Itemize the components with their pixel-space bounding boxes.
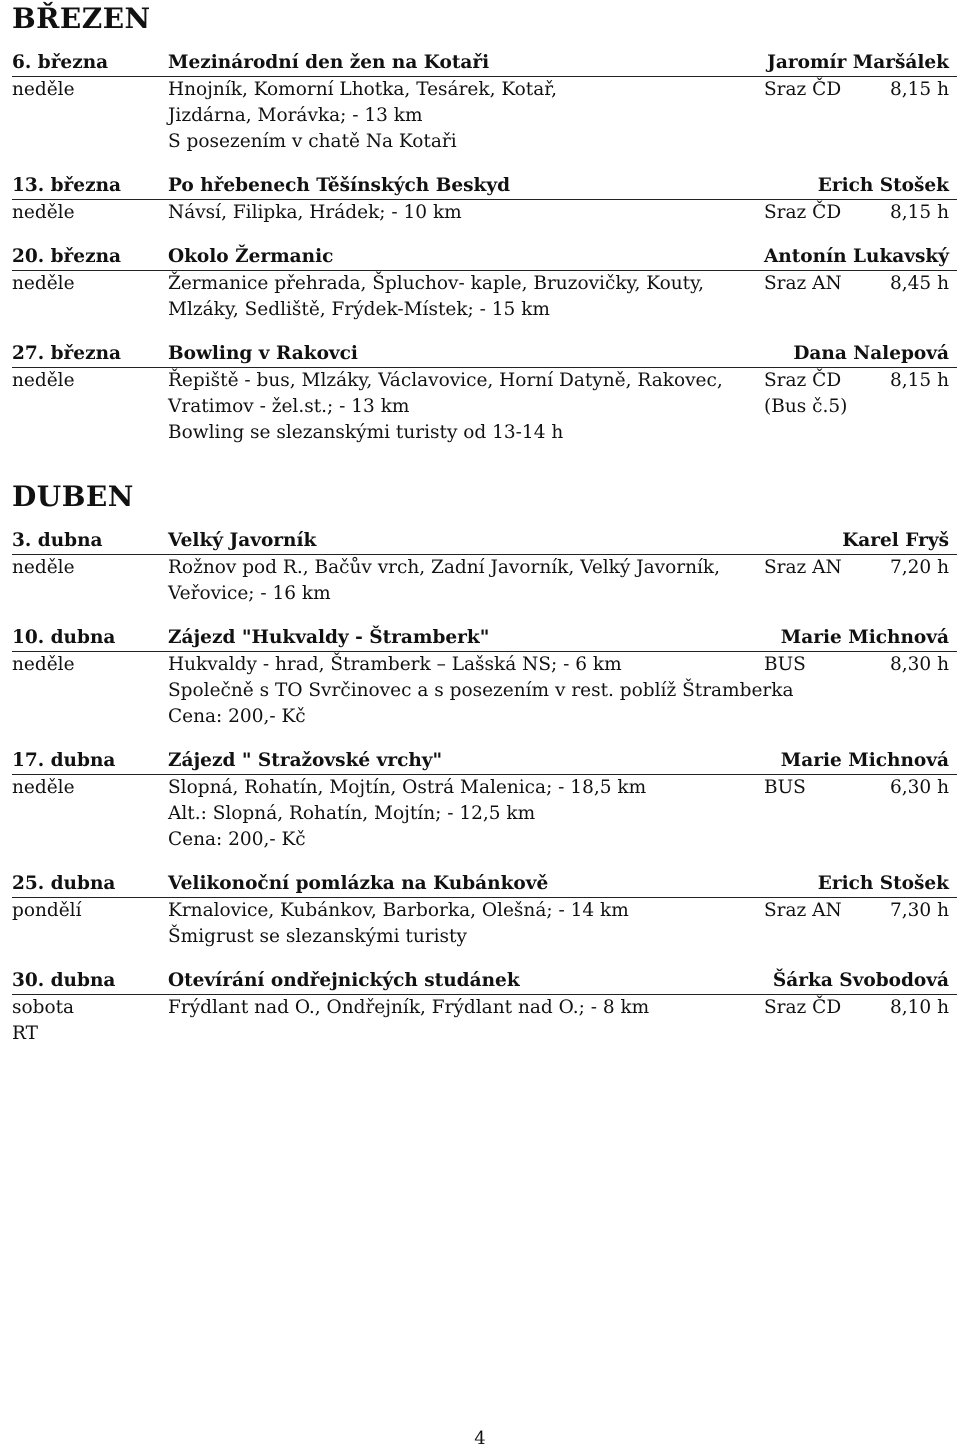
event-title: Bowling v Rakovci: [168, 343, 358, 364]
event-header: [12, 50, 957, 77]
event-item: [12, 50, 957, 155]
event-day: neděle: [12, 654, 75, 675]
event-day: neděle: [12, 557, 75, 578]
event-body: [12, 200, 957, 226]
event-description: Návsí, Filipka, Hrádek; - 10 km: [168, 202, 462, 223]
event-header: [12, 871, 957, 898]
event-header: [12, 173, 957, 200]
event-date: 13. března: [12, 175, 122, 196]
event-leader: Karel Fryš: [842, 530, 949, 551]
event-meeting-point: Sraz ČD: [764, 79, 842, 100]
event-date: 3. dubna: [12, 530, 103, 551]
event-title: Velký Javorník: [168, 530, 317, 551]
event-leader: Erich Stošek: [817, 175, 949, 196]
event-leader: Marie Michnová: [780, 627, 949, 648]
event-header: [12, 748, 957, 775]
event-item: [12, 625, 957, 730]
month-heading-duben: DUBEN: [12, 480, 134, 513]
event-item: [12, 173, 957, 226]
event-header: [12, 528, 957, 555]
event-body: [12, 775, 957, 853]
event-day: pondělí: [12, 900, 82, 921]
event-day: neděle: [12, 202, 75, 223]
event-item: [12, 968, 957, 1047]
schedule-document: [12, 0, 957, 1047]
event-body: [12, 652, 957, 730]
event-date: 17. dubna: [12, 750, 116, 771]
event-time: 8,15 h: [890, 79, 949, 100]
event-item: [12, 244, 957, 323]
event-leader: Dana Nalepová: [793, 343, 949, 364]
event-description: Frýdlant nad O., Ondřejník, Frýdlant nad O.; - 8 km: [168, 997, 650, 1018]
event-day: neděle: [12, 79, 75, 100]
event-time: 8,45 h: [890, 273, 949, 294]
event-description: Krnalovice, Kubánkov, Barborka, Olešná; - 14 km Šmigrust se slezanskými turisty: [168, 900, 629, 947]
event-title: Mezinárodní den žen na Kotaři: [168, 52, 490, 73]
event-time: 7,30 h: [890, 900, 949, 921]
event-time: 7,20 h: [890, 557, 949, 578]
event-meeting-point: Sraz AN: [764, 557, 842, 578]
event-time: 8,15 h: [890, 202, 949, 223]
event-time: 8,10 h: [890, 997, 949, 1018]
event-meeting-point: Sraz AN: [764, 900, 842, 921]
event-body: [12, 898, 957, 950]
event-title: Velikonoční pomlázka na Kubánkově: [168, 873, 549, 894]
event-item: [12, 748, 957, 853]
event-time: 6,30 h: [890, 777, 949, 798]
event-description: Slopná, Rohatín, Mojtín, Ostrá Malenica; - 18,5 km Alt.: Slopná, Rohatín, Mojtín; - 12,5 km Cena: 200,- Kč: [168, 777, 647, 850]
event-leader: Šárka Svobodová: [772, 970, 949, 991]
event-body: [12, 368, 957, 446]
event-meeting-point: Sraz AN: [764, 273, 842, 294]
event-meeting-point: Sraz ČD: [764, 202, 842, 223]
event-description: Řepiště - bus, Mlzáky, Václavovice, Horní Datyně, Rakovec, Vratimov - žel.st.; - 13 km Bowling se slezanskými turisty od 13-14 h: [168, 370, 723, 443]
event-header: [12, 341, 957, 368]
event-header: [12, 625, 957, 652]
event-date: 6. března: [12, 52, 109, 73]
event-description: Žermanice přehrada, Špluchov- kaple, Bruzovičky, Kouty, Mlzáky, Sedliště, Frýdek-Místek; - 15 km: [168, 273, 704, 320]
event-time: 8,15 h: [890, 370, 949, 391]
event-body: [12, 271, 957, 323]
event-meeting-point: BUS: [764, 777, 806, 798]
page-number: 4: [474, 1428, 486, 1449]
event-date: 25. dubna: [12, 873, 116, 894]
event-description: Hnojník, Komorní Lhotka, Tesárek, Kotař, Jizdárna, Morávka; - 13 km S posezením v chatě Na Kotaři: [168, 79, 557, 152]
event-header: [12, 968, 957, 995]
event-date: 27. března: [12, 343, 122, 364]
event-description: Hukvaldy - hrad, Štramberk – Lašská NS; - 6 km Společně s TO Svrčinovec a s posezením v rest. poblíž Štramberka Cena: 200,- Kč: [168, 654, 794, 727]
event-day: neděle: [12, 777, 75, 798]
event-title: Zájezd "Hukvaldy - Štramberk": [168, 627, 490, 648]
event-date: 30. dubna: [12, 970, 116, 991]
month-heading-brezen: BŘEZEN: [12, 2, 151, 35]
event-time: 8,30 h: [890, 654, 949, 675]
event-body: [12, 77, 957, 155]
event-meeting-point: BUS: [764, 654, 806, 675]
event-title: Okolo Žermanic: [168, 246, 334, 267]
event-title: Zájezd " Stražovské vrchy": [168, 750, 443, 771]
event-title: Po hřebenech Těšínských Beskyd: [168, 175, 511, 196]
event-body: [12, 555, 957, 607]
event-description: Rožnov pod R., Bačův vrch, Zadní Javorník, Velký Javorník, Veřovice; - 16 km: [168, 557, 721, 604]
event-header: [12, 244, 957, 271]
event-item: [12, 528, 957, 607]
event-date: 10. dubna: [12, 627, 116, 648]
event-leader: Antonín Lukavský: [763, 246, 949, 267]
event-meeting-point: Sraz ČD: [764, 997, 842, 1018]
event-leader: Marie Michnová: [780, 750, 949, 771]
event-day: neděle: [12, 273, 75, 294]
event-date: 20. března: [12, 246, 122, 267]
event-day: sobota RT: [12, 997, 75, 1044]
event-leader: Jaromír Maršálek: [767, 52, 949, 73]
event-title: Otevírání ondřejnických studánek: [168, 970, 520, 991]
event-item: [12, 871, 957, 950]
event-body: [12, 995, 957, 1047]
event-meeting-point: Sraz ČD (Bus č.5): [764, 370, 848, 417]
event-item: [12, 341, 957, 446]
event-day: neděle: [12, 370, 75, 391]
event-leader: Erich Stošek: [817, 873, 949, 894]
